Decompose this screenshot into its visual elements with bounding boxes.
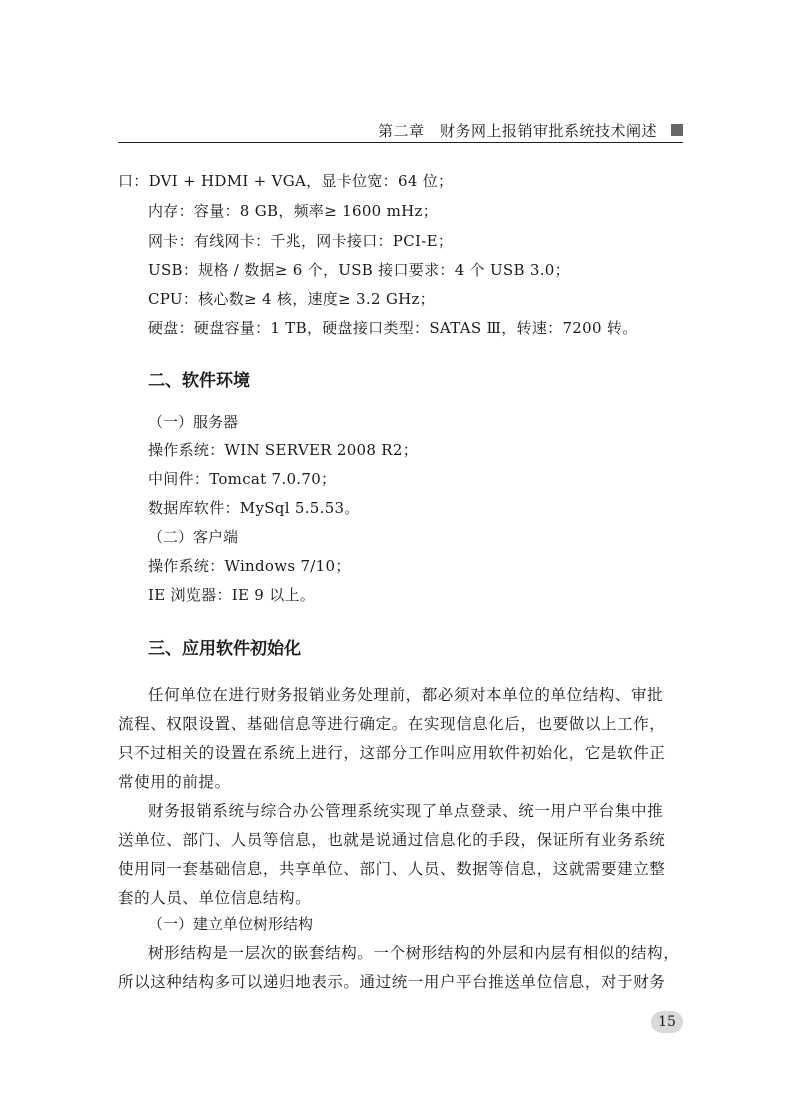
header-title: 第二章 财务网上报销审批系统技术阐述 [377,122,657,140]
paragraph-line: 树形结构是一层次的嵌套结构。一个树形结构的外层和内层有相似的结构， [148,944,680,962]
server-line: 操作系统：WIN SERVER 2008 R2； [148,441,419,459]
paragraph-line: 财务报销系统与综合办公管理系统实现了单点登录、统一用户平台集中推 [148,802,664,820]
paragraph-line: 任何单位在进行财务报销业务处理前，都必须对本单位的单位结构、审批 [148,686,664,704]
page-number: 15 [651,1011,683,1033]
client-line: 操作系统：Windows 7/10； [148,557,351,575]
paragraph-line: 只不过相关的设置在系统上进行，这部分工作叫应用软件初始化，它是软件正 [118,744,666,762]
paragraph-line: 套的人员、单位信息结构。 [118,889,312,907]
paragraph-line: 流程、权限设置、基础信息等进行确定。在实现信息化后，也要做以上工作， [118,715,666,733]
hardware-line: 口：DVI + HDMI + VGA，显卡位宽：64 位； [118,172,454,190]
paragraph-line: 常使用的前提。 [118,773,231,791]
section-heading-init: 三、应用软件初始化 [148,639,301,659]
server-line: 数据库软件：MySql 5.5.53。 [148,499,360,517]
hardware-line: CPU：核心数≥ 4 核，速度≥ 3.2 GHz； [148,290,436,308]
paragraph-line: 使用同一套基础信息，共享单位、部门、人员、数据等信息，这就需要建立整 [118,860,666,878]
running-header [118,118,683,143]
subheading-tree: （一）建立单位树形结构 [148,915,314,933]
subheading-server: （一）服务器 [148,413,239,431]
section-heading-software: 二、软件环境 [148,371,250,391]
hardware-line: 硬盘：硬盘容量：1 TB，硬盘接口类型：SATAS Ⅲ，转速：7200 转。 [148,319,638,337]
paragraph-line: 送单位、部门、人员等信息，也就是说通过信息化的手段，保证所有业务系统 [118,831,666,849]
server-line: 中间件：Tomcat 7.0.70； [148,470,337,488]
header-square-icon [671,124,683,136]
hardware-line: 网卡：有线网卡：千兆，网卡接口：PCI-E； [148,232,454,250]
hardware-line: 内存：容量：8 GB，频率≥ 1600 mHz； [148,202,439,220]
subheading-client: （二）客户端 [148,528,239,546]
client-line: IE 浏览器：IE 9 以上。 [148,586,316,604]
hardware-line: USB：规格 / 数据≥ 6 个，USB 接口要求：4 个 USB 3.0； [148,261,570,279]
paragraph-line: 所以这种结构多可以递归地表示。通过统一用户平台推送单位信息，对于财务 [118,973,666,991]
